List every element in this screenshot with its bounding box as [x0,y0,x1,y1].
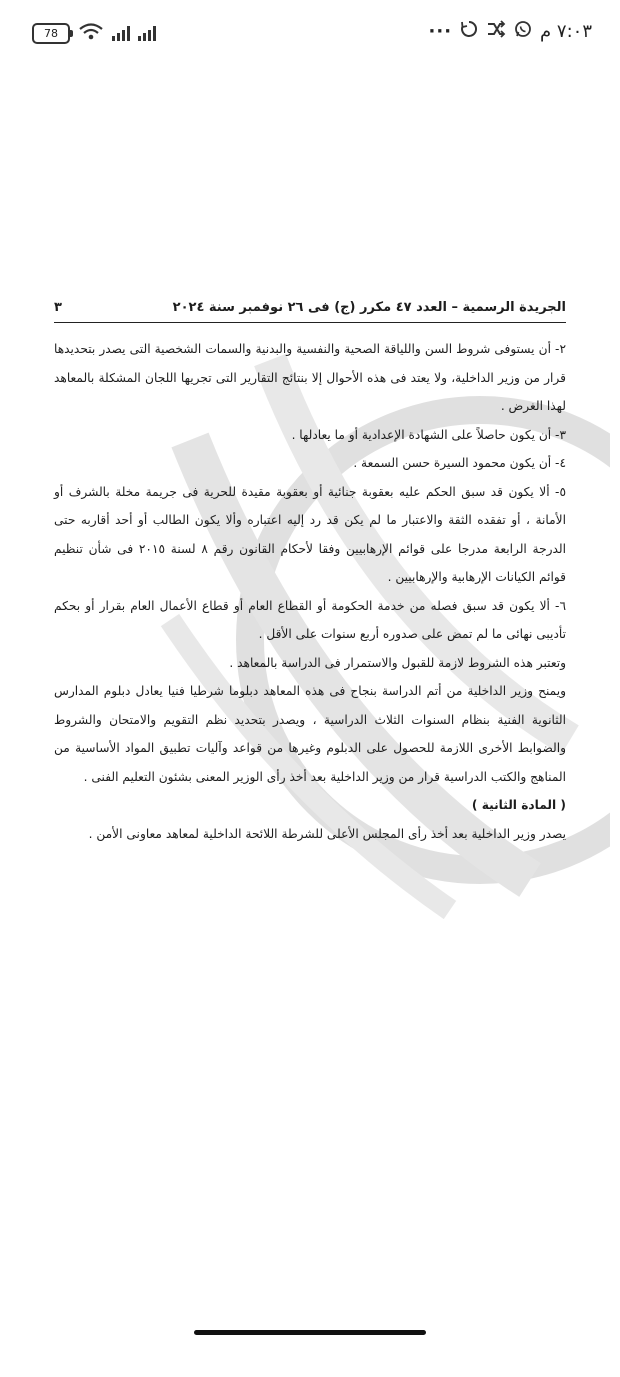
wifi-icon [78,22,104,44]
page-number: ٣ [54,300,62,315]
condition-5: ٥- ألا يكون قد سبق الحكم عليه بعقوبة جنائية أو بعقوبة مقيدة للحرية فى جريمة مخلة بالشرف أو الأمانة ، أو تفقده الثقة والاعتبار ما لم يكن قد رد إليه اعتباره وألا يكون الطالب أو أحد أقاربه حتى الدرجة الرابعة مدرجا على قوائم الإرهابيين وفقا لأحكام القانون رقم ٨ لسنة ٢٠١٥ فى شأن تنظيم قوائم الكيانات الإرهابية والإرهابيين . [54,484,566,584]
signal-icon [112,25,130,41]
home-indicator[interactable] [194,1330,426,1335]
recycle-icon [460,20,478,43]
battery-level: 78 [44,26,58,40]
condition-6: ٦- ألا يكون قد سبق فصله من خدمة الحكومة أو القطاع العام أو قطاع الأعمال العام بقرار أو بحكم تأديبى نهائى ما لم تمض على صدوره أربع سنوات على الأقل . [54,598,566,641]
status-left [32,22,156,44]
battery-icon [32,23,70,44]
article-heading: ( المادة الثانية ) [471,798,566,812]
status-bar [0,0,620,70]
document-body [54,335,566,848]
closing-paragraph: يصدر وزير الداخلية بعد أخذ رأى المجلس الأعلى للشرطة اللائحة الداخلية لمعاهد معاونى الأمن . [88,826,566,841]
page-header [54,300,566,323]
condition-3: ٣- أن يكون حاصلاً على الشهادة الإعدادية أو ما يعادلها . [291,427,566,442]
more-icon: ··· [428,21,453,42]
signal-icon [138,25,156,41]
shuffle-icon [486,20,506,43]
diploma-paragraph: ويمنح وزير الداخلية من أتم الدراسة بنجاح فى هذه المعاهد دبلوما شرطيا فنيا يعادل دبلوم المدارس الثانوية الفنية بنظام السنوات الثلاث الدراسية ، ويصدر بتحديد نظم التقويم والامتحان والشروط والضوابط الأخرى اللازمة للحصول على الدبلوم وغيرها من قواعد وآليات تطبيق المواد الأساسية من المناهج والكتب الدراسية قرار من وزير الداخلية بعد أخذ رأى الوزير المعنى بشئون التعليم الفنى . [54,684,566,784]
condition-2: ٢- أن يستوفى شروط السن واللياقة الصحية والنفسية والبدنية والسمات الشخصية التى يصدر بتحديدها قرار من وزير الداخلية، ولا يعتد فى هذه الأحوال إلا بنتائج التقارير التى تجريها اللجان المشكلة بالمعاهد لهذا الغرض . [54,342,566,413]
conditions-note: وتعتبر هذه الشروط لازمة للقبول والاستمرار فى الدراسة بالمعاهد . [229,655,566,670]
gazette-page [54,300,566,848]
status-right [429,20,592,43]
clock: ٧:٠٣ م [540,21,592,42]
whatsapp-icon [514,20,532,43]
condition-4: ٤- أن يكون محمود السيرة حسن السمعة . [353,456,566,470]
header-title: الجريدة الرسمية – العدد ٤٧ مكرر (ج) فى ٢٦ نوفمبر سنة ٢٠٢٤ [172,300,566,315]
